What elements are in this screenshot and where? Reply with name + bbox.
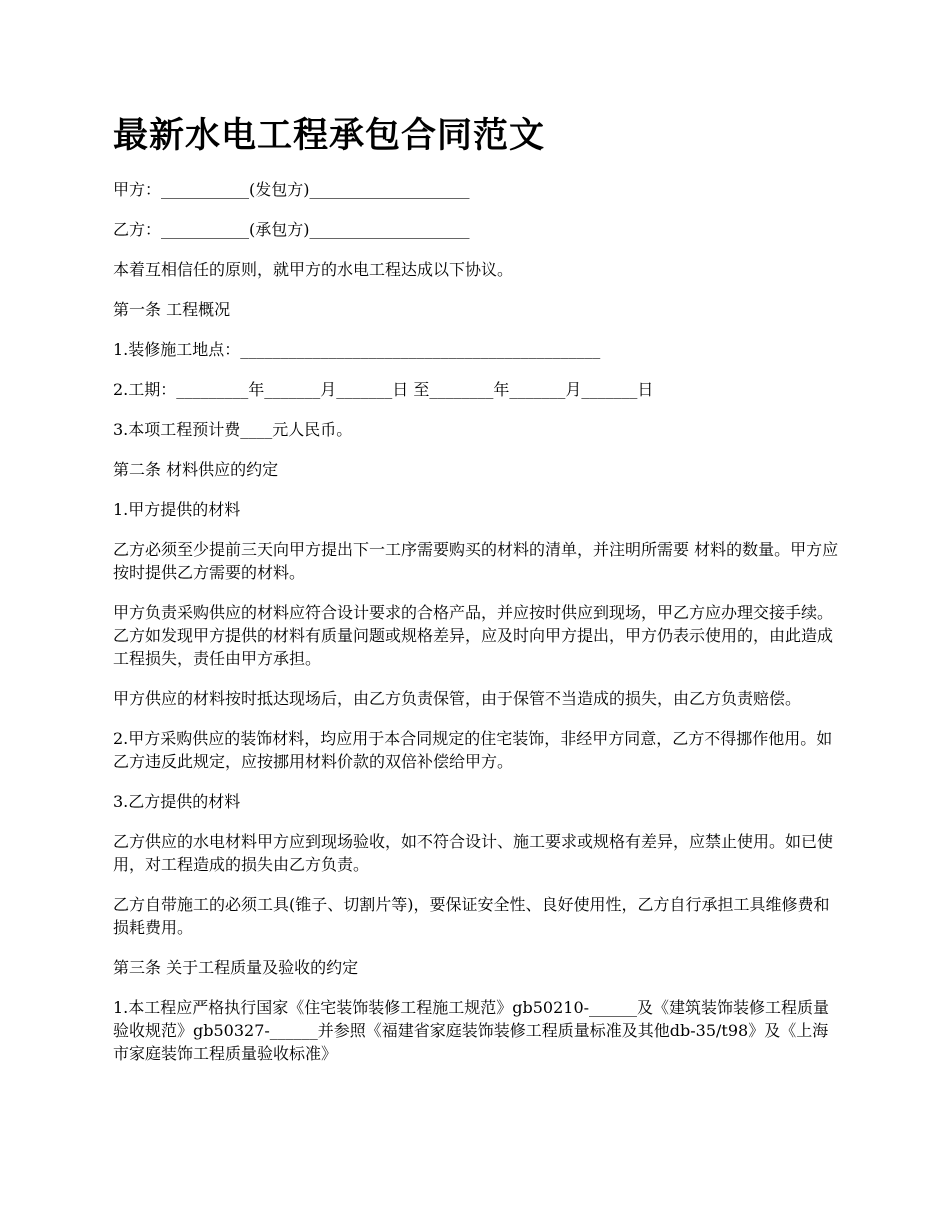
article-3-item-1: 1.本工程应严格执行国家《住宅装饰装修工程施工规范》gb50210-______及《建筑装饰装修工程质量验收规范》gb50327-______并参照《福建省家庭装饰装修工程质量标准及其他db-35/t98》及《上海市家庭装饰工程质量验收标准》	[113, 998, 830, 1063]
preamble: 本着互相信任的原则，就甲方的水电工程达成以下协议。	[113, 260, 514, 279]
article-2-item-3: 3.乙方提供的材料	[113, 792, 241, 811]
article-1-heading: 第一条 工程概况	[113, 300, 231, 319]
article-3-heading: 第三条 关于工程质量及验收的约定	[113, 958, 359, 977]
article-2-paragraph: 甲方负责采购供应的材料应符合设计要求的合格产品，并应按时供应到现场，甲乙方应办理交接手续。乙方如发现甲方提供的材料有质量问题或规格差异，应及时向甲方提出，甲方仍表示使用的，由此造成工程损失，责任由甲方承担。	[113, 603, 834, 668]
party-a-line: 甲方：___________(发包方)____________________	[113, 180, 470, 199]
article-1-item-3: 3.本项工程预计费____元人民币。	[113, 420, 353, 439]
article-2-paragraph: 乙方必须至少提前三天向甲方提出下一工序需要购买的材料的清单，并注明所需要 材料的数量。甲方应按时提供乙方需要的材料。	[113, 540, 839, 582]
article-2-heading: 第二条 材料供应的约定	[113, 460, 279, 479]
article-1-item-1: 1.装修施工地点：_____________________________________________	[113, 340, 601, 359]
document-body	[113, 110, 843, 1082]
article-2-paragraph: 甲方供应的材料按时抵达现场后，由乙方负责保管，由于保管不当造成的损失，由乙方负责赔偿。	[113, 689, 802, 708]
article-2-item-2: 2.甲方采购供应的装饰材料，均应用于本合同规定的住宅装饰，非经甲方同意，乙方不得挪作他用。如乙方违反此规定，应按挪用材料价款的双倍补偿给甲方。	[113, 729, 833, 771]
article-2-item-1: 1.甲方提供的材料	[113, 500, 241, 519]
article-2-paragraph: 乙方自带施工的必须工具(锥子、切割片等)，要保证安全性、良好使用性，乙方自行承担工具维修费和损耗费用。	[113, 895, 830, 937]
article-2-paragraph: 乙方供应的水电材料甲方应到现场验收，如不符合设计、施工要求或规格有差异，应禁止使用。如已使用，对工程造成的损失由乙方负责。	[113, 832, 834, 874]
article-1-item-2: 2.工期：_________年_______月_______日 至________年_______月_______日	[113, 380, 654, 399]
document-title: 最新水电工程承包合同范文	[113, 115, 546, 156]
party-b-line: 乙方：___________(承包方)____________________	[113, 220, 470, 239]
